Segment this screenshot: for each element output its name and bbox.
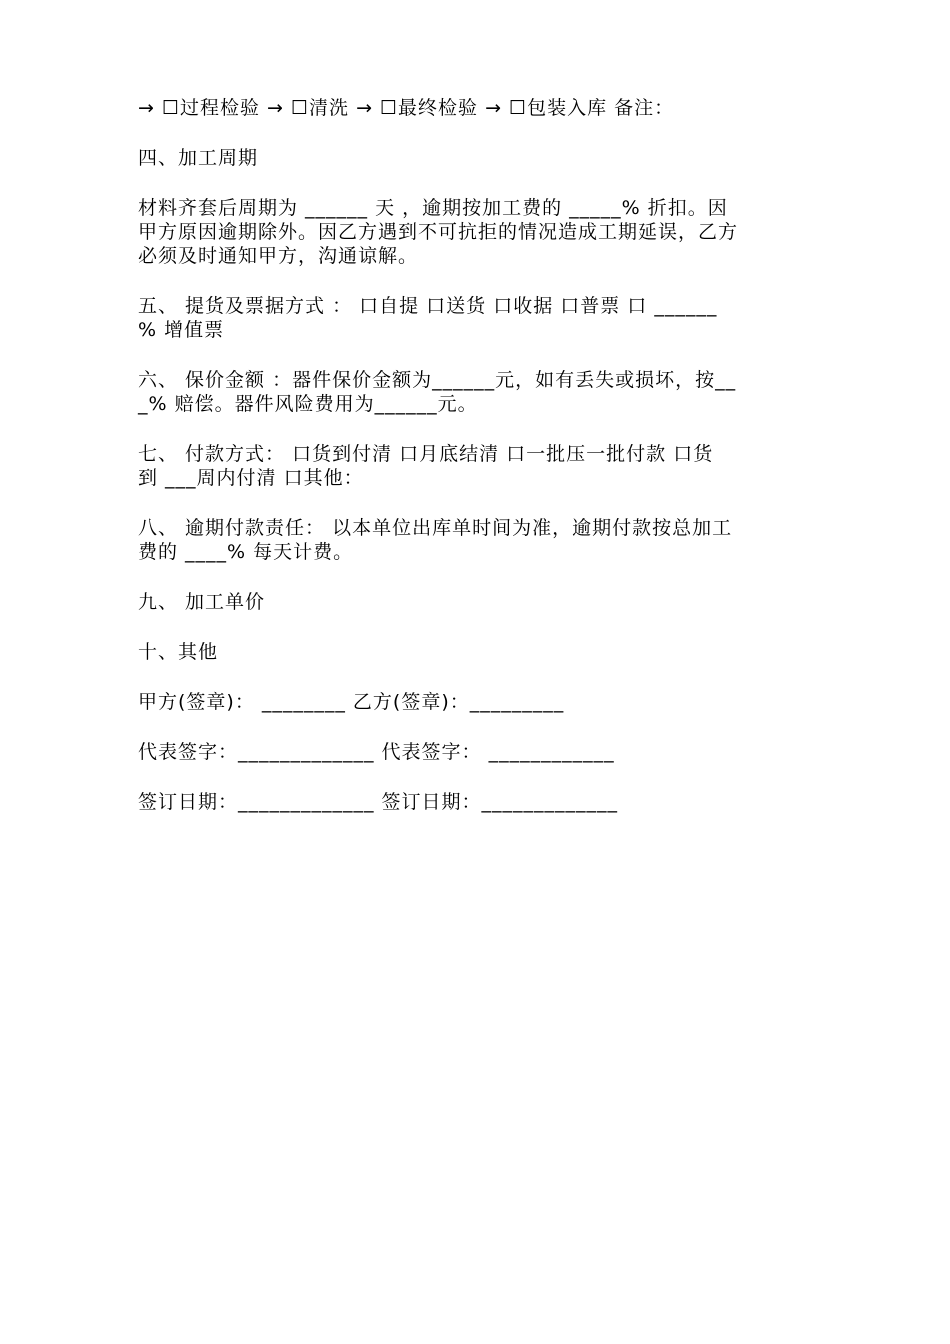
signature-representative-line [138, 740, 814, 764]
section-4-line-3: 必须及时通知甲方，沟通谅解。 [138, 245, 419, 267]
section-7-payment-method [138, 442, 814, 490]
section-8-late-payment [138, 516, 814, 564]
contract-page [138, 96, 814, 840]
section-5-line-2: % 增值票 [138, 319, 225, 341]
signature-party-line [138, 690, 814, 714]
process-flow-text: → ☐过程检验 → ☐清洗 → ☐最终检验 → ☐包装入库 备注： [138, 97, 675, 119]
section-7-line-2: 到 ___周内付清 口其他： [138, 467, 364, 489]
section-7-line-1: 七、 付款方式： 口货到付清 口月底结清 口一批压一批付款 口货 [138, 443, 714, 465]
section-5-delivery-invoice [138, 294, 814, 342]
section-4-heading: 四、加工周期 [138, 147, 259, 169]
section-4-line-2: 甲方原因逾期除外。因乙方遇到不可抗拒的情况造成工期延误，乙方 [138, 221, 739, 243]
section-9-title [138, 590, 814, 614]
section-4-title [138, 146, 814, 170]
signature-date-text: 签订日期：_____________ 签订日期：_____________ [138, 791, 619, 813]
section-10-title [138, 640, 814, 664]
signature-party-text: 甲方(签章)： ________ 乙方(签章)：_________ [138, 691, 565, 713]
section-6-line-1: 六、 保价金额 ：器件保价金额为______元，如有丢失或损坏，按__ [138, 369, 737, 391]
signature-representative-text: 代表签字：_____________ 代表签字： ____________ [138, 741, 615, 763]
section-10-heading: 十、其他 [138, 641, 219, 663]
section-8-line-1: 八、 逾期付款责任： 以本单位出库单时间为准，逾期付款按总加工 [138, 517, 733, 539]
section-6-line-2: _% 赔偿。器件风险费用为______元。 [138, 393, 478, 415]
section-9-heading: 九、 加工单价 [138, 591, 266, 613]
section-6-insured-value [138, 368, 814, 416]
process-flow-line [138, 96, 814, 120]
section-5-line-1: 五、 提货及票据方式 ： 口自提 口送货 口收据 口普票 口 ______ [138, 295, 718, 317]
section-4-line-1: 材料齐套后周期为 ______ 天 ，逾期按加工费的 _____% 折扣。因 [138, 197, 728, 219]
section-8-line-2: 费的 ____% 每天计费。 [138, 541, 354, 563]
signature-date-line [138, 790, 814, 814]
section-4-body [138, 196, 814, 268]
